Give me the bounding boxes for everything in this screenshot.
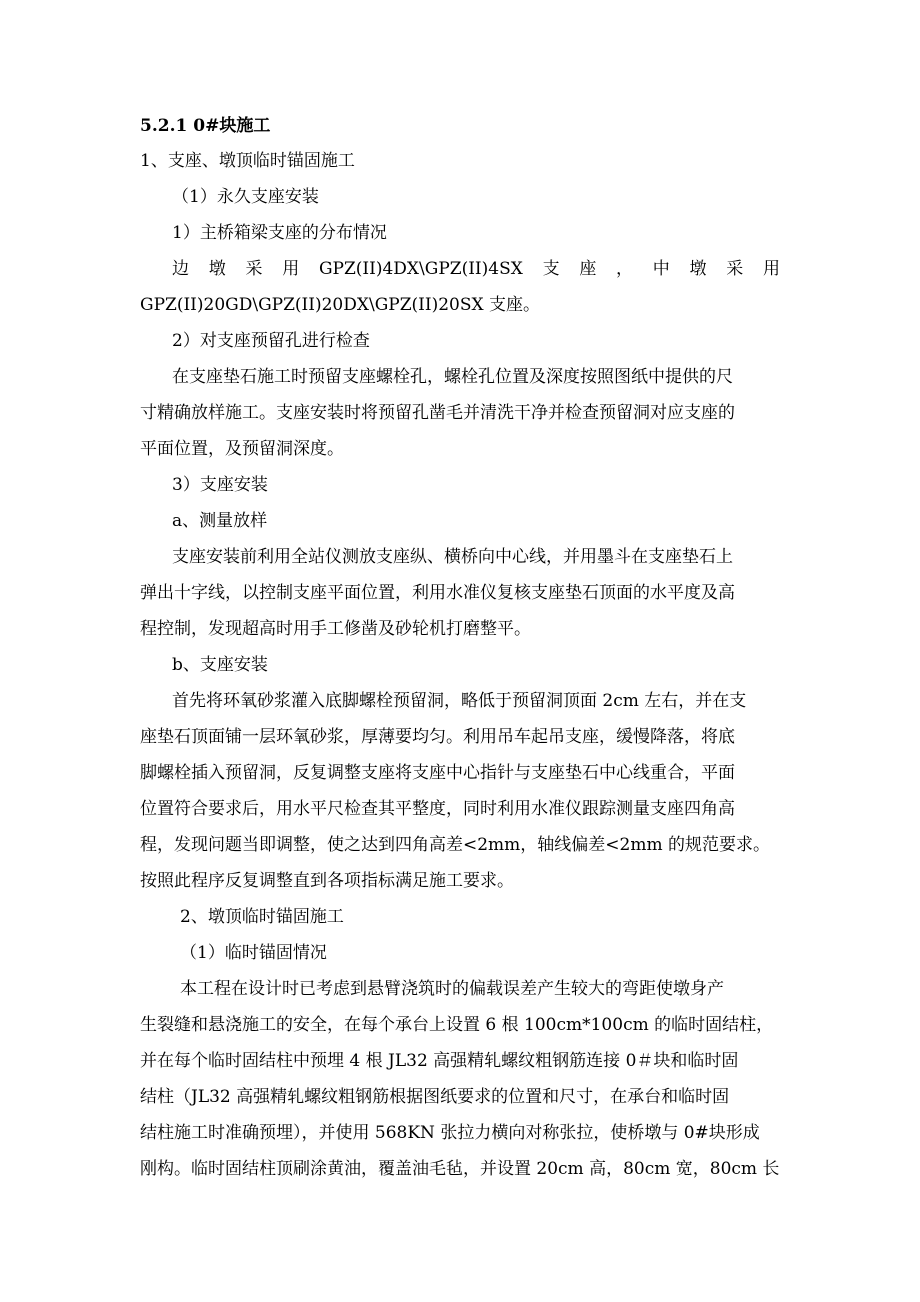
section-2-line-2: 生裂缝和悬浇施工的安全，在每个承台上设置 6 根 100cm*100cm 的临时固结柱，	[140, 1015, 774, 1035]
justified-token: 用	[762, 259, 780, 279]
item-3-b-line-4: 位置符合要求后，用水平尺检查其平整度，同时利用水准仪跟踪测量支座四角高	[140, 799, 735, 819]
justified-token: 用	[282, 259, 300, 279]
item-3-b-line-3: 脚螺栓插入预留洞，反复调整支座将支座中心指针与支座垫石中心线重合，平面	[140, 763, 735, 783]
item-3-b-line-2: 座垫石顶面铺一层环氧砂浆，厚薄要均匀。利用吊车起吊支座，缓慢降落，将底	[140, 727, 735, 747]
item-3-b: b、支座安装	[172, 655, 268, 675]
justified-token: 边	[172, 259, 189, 279]
section-2-line-6: 刚构。临时固结柱顶刷涂黄油，覆盖油毛毡，并设置 20cm 高，80cm 宽，80cm 长	[140, 1159, 780, 1179]
item-1-text-line-2: GPZ(II)20GD\GPZ(II)20DX\GPZ(II)20SX 支座。	[140, 295, 541, 315]
item-3: 3）支座安装	[172, 475, 268, 495]
justified-token: GPZ(II)4DX\GPZ(II)4SX	[318, 259, 523, 279]
item-2-line-2: 寸精确放样施工。支座安装时将预留孔凿毛并清洗干净并检查预留洞对应支座的	[140, 403, 735, 423]
justified-token: 中	[652, 259, 670, 279]
item-3-b-line-5: 程，发现问题当即调整，使之达到四角高差<2mm，轴线偏差<2mm 的规范要求。	[140, 835, 771, 855]
section-2-line-4: 结柱（JL32 高强精轧螺纹粗钢筋根据图纸要求的位置和尺寸，在承台和临时固	[140, 1087, 730, 1107]
section-2-line-1: 本工程在设计时已考虑到悬臂浇筑时的偏载误差产生较大的弯距使墩身产	[180, 979, 724, 999]
justified-token: 支	[542, 259, 560, 279]
item-1: 1）主桥箱梁支座的分布情况	[172, 223, 387, 243]
justified-token: ，	[616, 259, 634, 279]
subheading-1-1: （1）永久支座安装	[172, 187, 319, 207]
item-1-text-line-1	[172, 258, 780, 280]
item-3-a-line-1: 支座安装前利用全站仪测放支座纵、横桥向中心线，并用墨斗在支座垫石上	[172, 547, 733, 567]
item-2: 2）对支座预留孔进行检查	[172, 331, 370, 351]
item-3-a-line-3: 程控制，发现超高时用手工修凿及砂轮机打磨整平。	[140, 619, 531, 639]
justified-token: 座	[579, 259, 597, 279]
item-2-line-1: 在支座垫石施工时预留支座螺栓孔，螺栓孔位置及深度按照图纸中提供的尺	[172, 367, 733, 387]
section-2-line-5: 结柱施工时准确预埋），并使用 568KN 张拉力横向对称张拉，使桥墩与 0#块形成	[140, 1123, 760, 1143]
subheading-2-1: （1）临时锚固情况	[180, 943, 327, 963]
item-3-b-line-6: 按照此程序反复调整直到各项指标满足施工要求。	[140, 871, 514, 891]
item-3-a: a、测量放样	[172, 511, 268, 531]
item-2-line-3: 平面位置，及预留洞深度。	[140, 439, 344, 459]
justified-token: 采	[245, 259, 263, 279]
justified-token: 采	[726, 259, 744, 279]
heading-1: 1、支座、墩顶临时锚固施工	[140, 151, 355, 171]
justified-token: 墩	[208, 259, 226, 279]
item-3-a-line-2: 弹出十字线，以控制支座平面位置，利用水准仪复核支座垫石顶面的水平度及高	[140, 583, 735, 603]
justified-token: 墩	[689, 259, 707, 279]
item-3-b-line-1: 首先将环氧砂浆灌入底脚螺栓预留洞，略低于预留洞顶面 2cm 左右，并在支	[172, 691, 747, 711]
section-title: 5.2.1 0#块施工	[140, 116, 271, 136]
section-2-line-3: 并在每个临时固结柱中预埋 4 根 JL32 高强精轧螺纹粗钢筋连接 0＃块和临时固	[140, 1051, 739, 1071]
heading-2: 2、墩顶临时锚固施工	[180, 907, 344, 927]
